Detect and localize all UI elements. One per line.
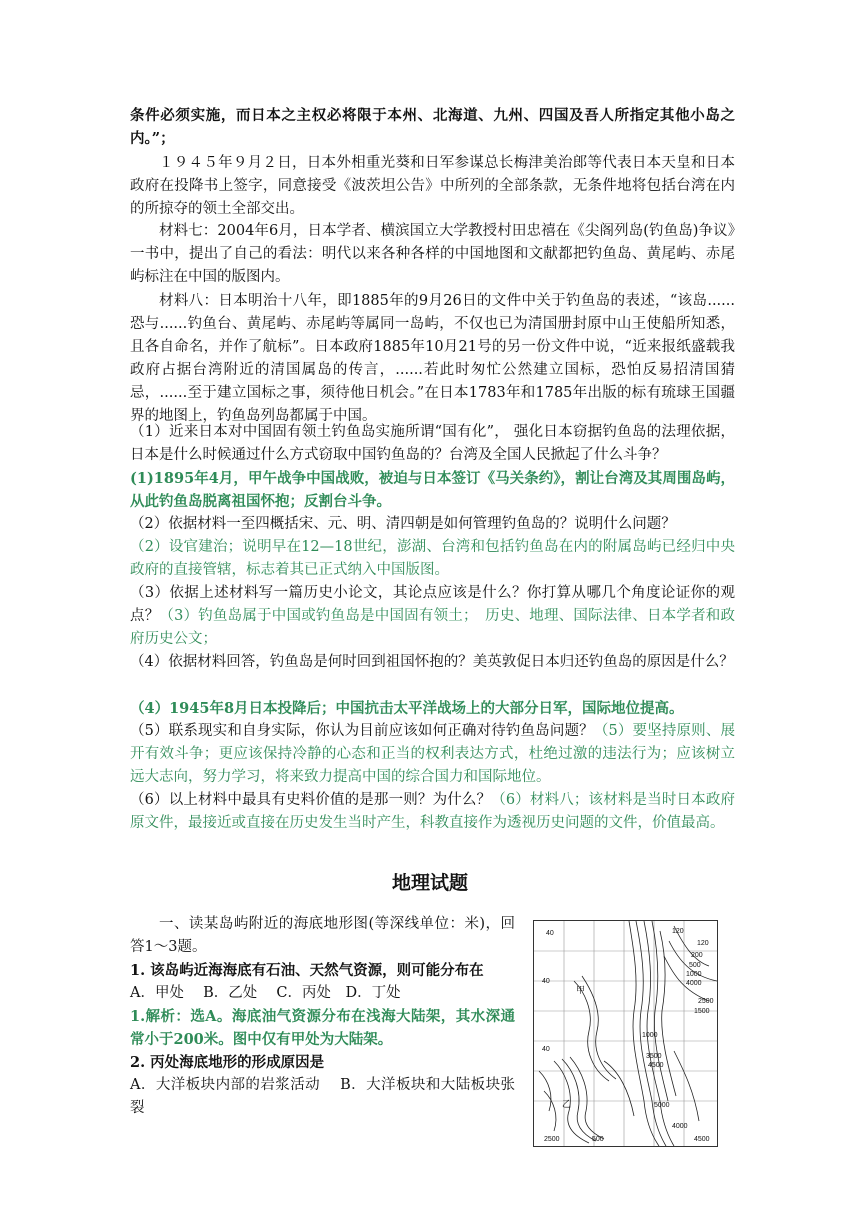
location-jia: 甲	[576, 985, 586, 995]
depth-label-5000: 5000	[654, 1102, 670, 1109]
answer-5: （5）要坚持原则、展开有效斗争；更应该保持冷静的心态和正当的权利表达方式，杜绝过激的违法行为；应该树立远大志向，努力学习，将来致力提高中国的综合国力和国际地位。	[130, 723, 735, 785]
question-1: （1）近来日本对中国固有领土钓鱼岛实施所谓“国有化”， 强化日本窃据钓鱼岛的法理依据，日本是什么时候通过什么方式窃取中国钓鱼岛的？台湾及全国人民掀起了什么斗争？	[130, 424, 735, 463]
depth-label-120: 120	[672, 928, 684, 935]
map-grid	[534, 921, 717, 1146]
question-answer-6	[130, 789, 735, 835]
depth-label-1000: 1000	[686, 971, 702, 978]
depth-label-500: 500	[689, 962, 701, 969]
geo-question-2-options: A．大洋板块内部的岩浆活动 B．大洋板块和大陆板块张裂	[130, 1077, 515, 1116]
depth-label-4500: 4500	[648, 1062, 664, 1069]
depth-label-40: 40	[542, 978, 550, 985]
depth-label-200: 200	[691, 952, 703, 959]
material-seven: 材料七：2004年6月，日本学者、横滨国立大学教授村田忠禧在《尖阁列岛(钓鱼岛)争议》一书中，提出了自己的看法：明代以来各种各样的中国地图和文献都把钓鱼岛、黄尾屿、赤尾屿标注在中国的版图内。	[130, 223, 735, 285]
depth-label-4000: 4000	[686, 980, 702, 987]
answer-3: （3）钓鱼岛属于中国或钓鱼岛是中国固有领土； 历史、地理、国际法律、日本学者和政府历史公文；	[130, 608, 735, 647]
contour-map-graphic	[534, 921, 717, 1146]
answer-1: (1)1895年4月，甲午战争中国战败，被迫与日本签订《马关条约》，割让台湾及其周围岛屿，从此钓鱼岛脱离祖国怀抱；反割台斗争。	[130, 470, 735, 510]
question-answer-3	[130, 582, 735, 651]
answer-2: （2）设官建治；说明早在12—18世纪，澎湖、台湾和包括钓鱼岛在内的附属岛屿已经归中央政府的直接管辖，标志着其已正式纳入中国版图。	[130, 539, 735, 578]
depth-label-40: 40	[542, 1046, 550, 1053]
history-paragraph-2: １９４５年９月２日，日本外相重光葵和日军参谋总长梅津美治郎等代表日本天皇和日本政府在投降书上签字，同意接受《波茨坦公告》中所列的全部条款，无条件地将包括台湾在内的所掠夺的领土全部交出。	[130, 155, 735, 217]
depth-label-4000: 4000	[672, 1123, 688, 1130]
seabed-contour-map	[533, 920, 718, 1147]
location-yi: 乙	[562, 1099, 572, 1109]
question-6: （6）以上材料中最具有史料价值的是那一则？为什么？	[130, 792, 492, 808]
depth-label-1500: 1500	[694, 1008, 710, 1015]
depth-label-3500: 3500	[646, 1053, 662, 1060]
history-paragraph-1: 条件必须实施，而日本之主权必将限于本州、北海道、九州、四国及吾人所指定其他小岛之内。”；	[130, 107, 735, 147]
depth-label-40: 40	[546, 930, 554, 937]
depth-label-4500: 4500	[694, 1136, 710, 1143]
geo-answer-1: 1.解析：选A。海底油气资源分布在浅海大陆架，其水深通常小于200米。图中仅有甲处为大陆架。	[130, 1008, 515, 1048]
geo-intro: 一、读某岛屿附近的海底地形图(等深线单位：米)，回答1～3题。	[130, 916, 515, 955]
question-3: （3）依据上述材料写一篇历史小论文，其论点应该是什么？你打算从哪几个角度论证你的观点？	[130, 585, 735, 624]
geo-question-1-options: A．甲处 B．乙处 C．丙处 D．丁处	[130, 985, 401, 1001]
question-4: （4）依据材料回答，钓鱼岛是何时回到祖国怀抱的？美英敦促日本归还钓鱼岛的原因是什么？	[130, 654, 734, 670]
geo-question-1: 1. 该岛屿近海海底有石油、天然气资源，则可能分布在	[130, 962, 484, 979]
question-5: （5）联系现实和自身实际，你认为目前应该如何正确对待钓鱼岛问题？	[130, 723, 594, 739]
geography-title: 地理试题	[391, 872, 468, 894]
question-2: （2）依据材料一至四概括宋、元、明、清四朝是如何管理钓鱼岛的？说明什么问题？	[130, 516, 676, 532]
answer-4: （4）1945年8月日本投降后；中国抗击太平洋战场上的大部分日军，国际地位提高。	[130, 700, 684, 717]
answer-6: （6）材料八；该材料是当时日本政府原文件，最接近或直接在历史发生当时产生，科教直接作为透视历史问题的文件，价值最高。	[130, 792, 735, 831]
depth-label-1000: 1000	[642, 1032, 658, 1039]
depth-label-500: 500	[592, 1136, 604, 1143]
depth-label-2500: 2500	[698, 998, 714, 1005]
question-answer-5	[130, 720, 735, 789]
depth-label-2500: 2500	[544, 1136, 560, 1143]
geo-question-2: 2. 丙处海底地形的形成原因是	[130, 1054, 325, 1071]
material-eight: 材料八：日本明治十八年，即1885年的9月26日的文件中关于钓鱼岛的表述，“该岛......恐与......钓鱼台、黄尾屿、赤尾屿等属同一岛屿，不仅也已为清国册封原中山王使船所知悉，且各自命名，并作了航标”。日本政府1885年10月21号的另一份文件中说，“近来报纸盛载我政府占据台湾附近的清国属岛的传言，......若此时匆忙公然建立国标，恐怕反易招清国猜忌，......至于建立国标之事，须待他日机会。”在日本1783年和1785年出版的标有琉球王国疆界的地图上，钓鱼岛列岛都属于中国。	[130, 293, 735, 424]
depth-label-120: 120	[697, 940, 709, 947]
map-labels	[542, 928, 714, 1143]
